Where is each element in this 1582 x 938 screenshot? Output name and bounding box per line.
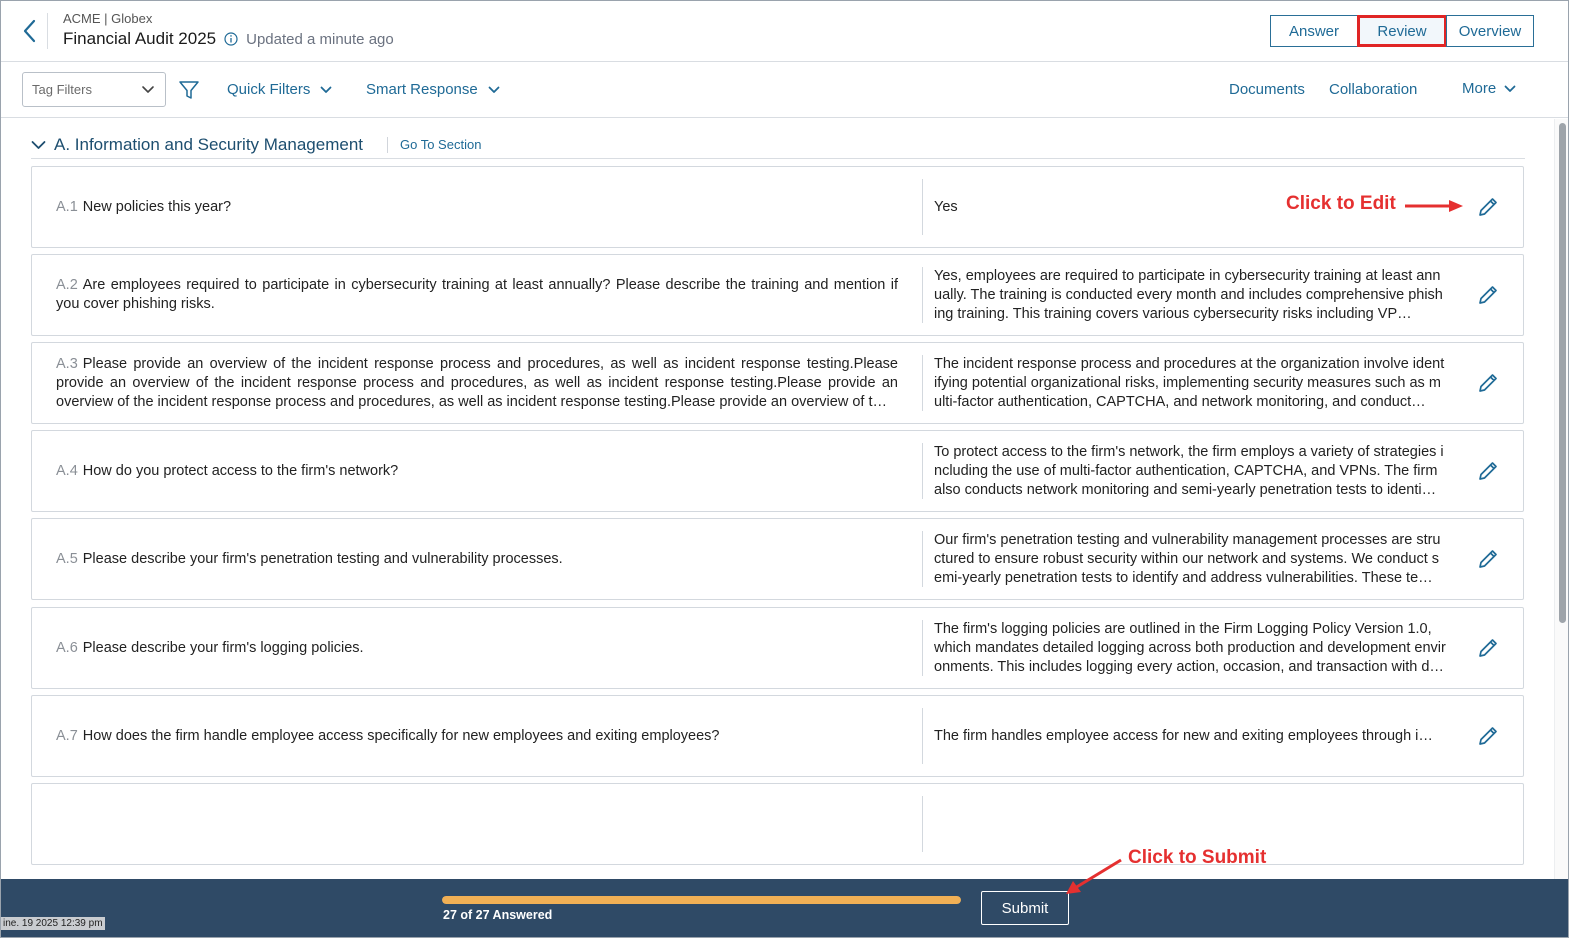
answer-text[interactable] <box>934 255 1446 335</box>
question-text <box>56 255 898 335</box>
pencil-icon <box>1476 283 1500 307</box>
toolbar <box>1 62 1568 118</box>
question-number: A.6 <box>56 639 78 656</box>
question-text <box>56 431 898 511</box>
edit-answer-button[interactable] <box>1476 724 1500 748</box>
smart-response-label: Smart Response <box>366 81 478 98</box>
collaboration-link[interactable]: Collaboration <box>1329 81 1418 98</box>
more-dropdown[interactable] <box>1462 80 1516 97</box>
info-icon[interactable] <box>224 32 238 46</box>
chevron-down-icon <box>320 86 332 94</box>
answer-text[interactable] <box>934 696 1446 776</box>
question-row[interactable] <box>31 783 1524 865</box>
edit-answer-button[interactable] <box>1476 636 1500 660</box>
edit-answer-button[interactable] <box>1476 459 1500 483</box>
chevron-down-icon <box>31 140 46 150</box>
progress-fill <box>442 896 961 904</box>
tag-filters-placeholder: Tag Filters <box>32 82 92 97</box>
back-button[interactable] <box>15 15 45 47</box>
edit-answer-button[interactable] <box>1476 195 1500 219</box>
click-to-submit-annotation: Click to Submit <box>1128 847 1267 868</box>
tab-review[interactable]: Review <box>1357 15 1447 47</box>
question-row[interactable] <box>31 430 1524 512</box>
section-separator <box>387 137 388 153</box>
tag-filters-select[interactable] <box>22 72 166 107</box>
pencil-icon <box>1476 724 1500 748</box>
question-label: Please describe your firm's logging policies. <box>82 639 364 656</box>
row-divider <box>922 620 923 676</box>
quick-filters-label: Quick Filters <box>227 81 311 98</box>
section-collapse-toggle[interactable] <box>31 140 51 150</box>
submit-button[interactable]: Submit <box>981 891 1069 925</box>
answer-value: The firm handles employee access for new and exiting employees through i… <box>934 727 1433 744</box>
timestamp-label: ine. 19 2025 12:39 pm <box>3 918 103 929</box>
answer-text[interactable] <box>934 608 1446 688</box>
section-header <box>31 131 1525 159</box>
pencil-icon <box>1476 459 1500 483</box>
scrollbar-thumb[interactable] <box>1559 123 1566 623</box>
mode-tabs <box>1270 15 1534 47</box>
edit-answer-button[interactable] <box>1476 283 1500 307</box>
title-line <box>63 29 394 49</box>
row-divider <box>922 443 923 499</box>
question-number: A.3 <box>56 355 78 372</box>
question-number: A.7 <box>56 727 78 744</box>
question-row[interactable] <box>31 342 1524 424</box>
arrow-down-left-icon <box>1063 857 1125 897</box>
question-text <box>56 167 898 247</box>
question-label: Are employees required to participate in cybersecurity training at least annually? Please describe the training and mention if you cover phishing risks. <box>56 277 898 312</box>
question-text <box>56 608 898 688</box>
question-number: A.2 <box>56 277 78 293</box>
chevron-down-icon <box>1504 85 1516 93</box>
question-label: How does the firm handle employee access specifically for new employees and exiting employees? <box>82 727 720 744</box>
answer-value: The incident response process and procedures at the organization involve identifying potential organizational risks, implementing security measures such as multi-factor authentication, CAPTCHA, and network monitoring, and conduct… <box>934 355 1445 410</box>
footer-bar <box>1 879 1569 938</box>
question-label: Please describe your firm's penetration testing and vulnerability processes. <box>82 550 563 567</box>
answer-value: To protect access to the firm's network, the firm employs a variety of strategies including the use of multi-factor authentication, CAPTCHA, and VPNs. The firm also conducts network monitoring and semi-yearly penetration tests to identi… <box>934 443 1444 498</box>
quick-filters-dropdown[interactable] <box>227 81 332 98</box>
progress-label: 27 of 27 Answered <box>443 908 553 922</box>
more-label: More <box>1462 80 1497 97</box>
question-text <box>56 519 898 599</box>
answer-text[interactable] <box>934 519 1446 599</box>
pencil-icon <box>1476 636 1500 660</box>
chevron-down-icon <box>141 85 155 94</box>
funnel-filter-icon[interactable] <box>178 79 200 106</box>
answer-value: The firm's logging policies are outlined in the Firm Logging Policy Version 1.0, which mandates detailed logging across both production and development environments. This includes logging every action, occasion, and transaction with d… <box>934 620 1446 675</box>
question-number: A.1 <box>56 198 78 215</box>
pencil-icon <box>1476 371 1500 395</box>
updated-status: Updated a minute ago <box>246 30 394 48</box>
question-row[interactable] <box>31 607 1524 689</box>
tab-overview[interactable]: Overview <box>1446 15 1534 47</box>
question-text <box>56 784 898 864</box>
documents-link[interactable]: Documents <box>1229 81 1305 98</box>
edit-answer-button[interactable] <box>1476 547 1500 571</box>
row-divider <box>922 708 923 764</box>
progress-bar <box>442 896 961 904</box>
question-text <box>56 696 898 776</box>
go-to-section-link[interactable]: Go To Section <box>400 137 482 152</box>
tab-answer[interactable]: Answer <box>1270 15 1358 47</box>
section-title: A. Information and Security Management <box>54 134 363 154</box>
row-divider <box>922 531 923 587</box>
question-text <box>56 343 898 423</box>
row-divider <box>922 355 923 411</box>
answer-text[interactable] <box>934 431 1446 511</box>
question-label: New policies this year? <box>82 198 232 215</box>
page-title: Financial Audit 2025 <box>63 29 217 48</box>
edit-answer-button[interactable] <box>1476 371 1500 395</box>
question-label: Please provide an overview of the incident response process and procedures, as well as incident response testing.Please provide an overview of the incident response process and procedures, as well as incident response testing.Please provide an overview of the incident response process and procedures, as well as incident response testing.Please provide an overview of t… <box>56 355 898 410</box>
pencil-icon <box>1476 547 1500 571</box>
answer-value: Yes, employees are required to participate in cybersecurity training at least annually. The training is conducted every month and includes comprehensive phishing training. This training covers various cybersecurity risks including VP… <box>934 267 1443 322</box>
question-number: A.4 <box>56 462 78 479</box>
smart-response-dropdown[interactable] <box>366 81 500 98</box>
header <box>1 1 1568 62</box>
org-breadcrumb: ACME | Globex <box>63 11 153 26</box>
header-divider <box>47 13 48 49</box>
row-divider <box>922 179 923 235</box>
questions-panel <box>1 119 1554 879</box>
row-divider <box>922 267 923 323</box>
arrow-right-icon <box>1405 197 1465 215</box>
chevron-down-icon <box>488 86 500 94</box>
answer-value: Our firm's penetration testing and vulnerability management processes are structured to ensure robust security within our network and systems. We conduct semi-yearly penetration tests to identify and address vulnerabilities. These te… <box>934 531 1441 586</box>
pencil-icon <box>1476 195 1500 219</box>
question-row[interactable] <box>31 518 1524 600</box>
row-divider <box>922 796 923 852</box>
question-number: A.5 <box>56 550 78 567</box>
question-label: How do you protect access to the firm's network? <box>82 462 399 479</box>
click-to-edit-annotation: Click to Edit <box>1286 193 1396 214</box>
back-chevron-icon <box>23 19 37 43</box>
question-row[interactable] <box>31 254 1524 336</box>
question-row[interactable] <box>31 695 1524 777</box>
answer-text[interactable] <box>934 343 1446 423</box>
answer-value: Yes <box>934 198 958 215</box>
